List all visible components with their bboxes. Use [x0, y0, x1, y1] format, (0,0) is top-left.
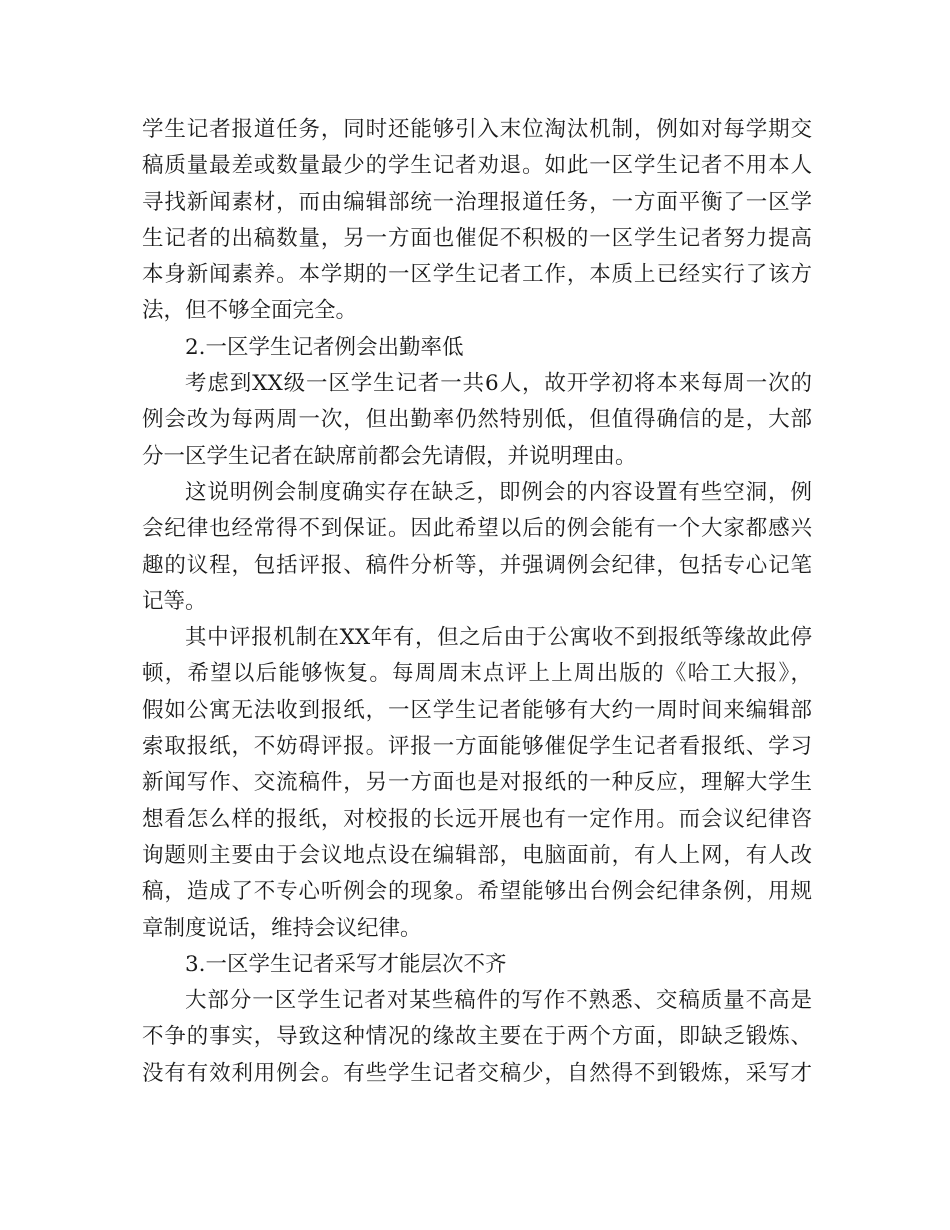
- paragraph-first-line: 大部分一区学生记者对某些稿件的写作不熟悉、交稿质量不高是: [185, 988, 812, 1014]
- paragraph-line: 稿，造成了不专心听例会的现象。希望能够出台例会纪律条例，用规: [142, 879, 812, 905]
- paragraph-line: 顿，希望以后能够恢复。每周周末点评上上周出版的《哈工大报》，: [142, 661, 812, 687]
- paragraph-line: 假如公寓无法收到报纸，一区学生记者能够有大约一周时间来编辑部: [142, 697, 812, 723]
- paragraph-first-line: 2.一区学生记者例会出勤率低: [185, 334, 464, 360]
- paragraph-line: 寻找新闻素材，而由编辑部统一治理报道任务，一方面平衡了一区学: [142, 189, 812, 215]
- paragraph-line: 例会改为每两周一次，但出勤率仍然特别低，但值得确信的是，大部: [142, 407, 812, 433]
- paragraph-line: 稿质量最差或数量最少的学生记者劝退。如此一区学生记者不用本人: [142, 153, 812, 179]
- paragraph-first-line: 考虑到XX级一区学生记者一共6人，故开学初将本来每周一次的: [185, 371, 812, 397]
- paragraph-line: 本身新闻素养。本学期的一区学生记者工作，本质上已经实行了该方: [142, 262, 812, 288]
- paragraph-line: 趣的议程，包括评报、稿件分析等，并强调例会纪律，包括专心记笔: [142, 552, 812, 578]
- paragraph-line: 会纪律也经常得不到保证。因此希望以后的例会能有一个大家都感兴: [142, 516, 812, 542]
- paragraph-line: 生记者的出稿数量，另一方面也催促不积极的一区学生记者努力提高: [142, 225, 812, 251]
- paragraph-first-line: 3.一区学生记者采写才能层次不齐: [185, 951, 507, 977]
- paragraph-line: 没有有效利用例会。有些学生记者交稿少，自然得不到锻炼，采写才: [142, 1060, 812, 1086]
- paragraph-line: 法，但不够全面完全。: [142, 298, 358, 324]
- paragraph-line: 章制度说话，维持会议纪律。: [142, 915, 422, 941]
- paragraph-line: 索取报纸，不妨碍评报。评报一方面能够催促学生记者看报纸、学习: [142, 734, 812, 760]
- paragraph-line: 新闻写作、交流稿件，另一方面也是对报纸的一种反应，理解大学生: [142, 770, 812, 796]
- paragraph-line: 记等。: [142, 588, 207, 614]
- document-body: [142, 112, 812, 1092]
- paragraph-first-line: 其中评报机制在XX年有，但之后由于公寓收不到报纸等缘故此停: [185, 625, 812, 651]
- paragraph-line: 想看怎么样的报纸，对校报的长远开展也有一定作用。而会议纪律咨: [142, 806, 812, 832]
- paragraph-line: 学生记者报道任务，同时还能够引入末位淘汰机制，例如对每学期交: [142, 117, 812, 142]
- paragraph-line: 分一区学生记者在缺席前都会先请假，并说明理由。: [142, 443, 637, 469]
- paragraph-line: 不争的事实，导致这种情况的缘故主要在于两个方面，即缺乏锻炼、: [142, 1024, 812, 1050]
- paragraph-first-line: 这说明例会制度确实存在缺乏，即例会的内容设置有些空洞，例: [185, 479, 812, 505]
- paragraph-line: 询题则主要由于会议地点设在编辑部，电脑面前，有人上网，有人改: [142, 842, 812, 868]
